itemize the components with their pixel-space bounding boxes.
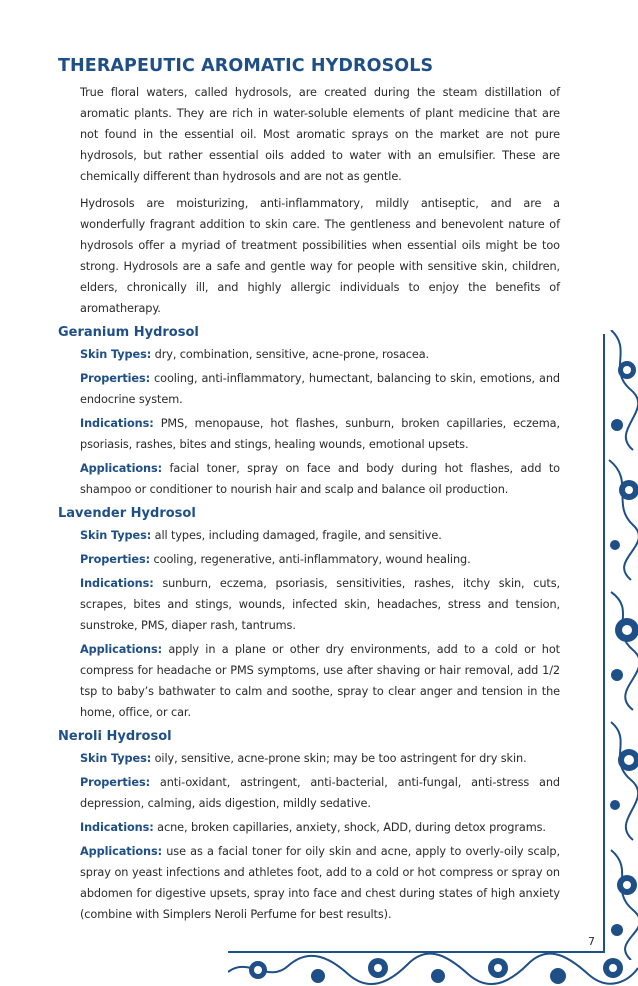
entry-indications: [80, 817, 560, 838]
entry-properties: [80, 549, 560, 570]
floral-ornament-right: [603, 330, 638, 960]
entry-properties: [80, 368, 560, 410]
entry-text: anti-oxidant, astringent, anti-bacterial, anti-fungal, anti-stress and depression, calming, aids digestion, mildly sedative.: [80, 776, 560, 810]
entry-text: dry, combination, sensitive, acne-prone, rosacea.: [154, 348, 430, 361]
intro-paragraph: True floral waters, called hydrosols, are created during the steam distillation of aromatic plants. They are rich in water-soluble elements of plant medicine that are not found in the essential oil. Most aromatic sprays on the market are not pure hydrosols, but rather essential oils added to water with an emulsifier. These are chemically different than hydrosols and are not as gentle.: [80, 86, 560, 183]
intro-paragraph: Hydrosols are moisturizing, anti-inflammatory, mildly antiseptic, and are a wonderfully fragrant addition to skin care. The gentleness and benevolent nature of hydrosols offer a myriad of treatment possibilities when essential oils might be too strong. Hydrosols are a safe and gentle way for people with sensitive skin, children, elders, chronically ill, and highly allergic individuals to enjoy the benefits of aromatherapy.: [80, 197, 560, 315]
entry-skin-types: [80, 344, 560, 365]
entry-text: use as a facial toner for oily skin and acne, apply to overly-oily scalp, spray on yeast infections and athletes foot, add to a cold or hot compress or spray on abdomen for digestive upsets, spray into face and chest during states of high anxiety (combine with Simplers Neroli Perfume for best results).: [80, 845, 560, 921]
floral-ornament-bottom: [228, 952, 638, 986]
entry-label: Applications:: [80, 643, 162, 656]
entry-text: oily, sensitive, acne-prone skin; may be too astringent for dry skin.: [154, 752, 527, 765]
entry-applications: [80, 458, 560, 500]
entry-text: acne, broken capillaries, anxiety, shock, ADD, during detox programs.: [157, 821, 546, 834]
entry-label: Properties:: [80, 553, 151, 566]
entry-label: Indications:: [80, 821, 154, 834]
entry-text: apply in a plane or other dry environments, add to a cold or hot compress for headache or PMS symptoms, use after shaving or hair removal, add 1/2 tsp to baby’s bathwater to calm and soothe, spray to clear anger and tension in the home, office, or car.: [80, 643, 561, 719]
entry-text: cooling, regenerative, anti-inflammatory, wound healing.: [153, 553, 471, 566]
section-heading-neroli: Neroli Hydrosol: [58, 729, 172, 744]
page-content: [58, 56, 560, 928]
section-heading-geranium: Geranium Hydrosol: [58, 325, 199, 340]
entry-label: Skin Types:: [80, 752, 152, 765]
entry-label: Skin Types:: [80, 529, 152, 542]
entry-properties: [80, 772, 560, 814]
entry-text: facial toner, spray on face and body during hot flashes, add to shampoo or conditioner to nourish hair and scalp and balance oil production.: [80, 462, 560, 496]
entry-label: Applications:: [80, 462, 162, 475]
entry-skin-types: [80, 748, 560, 769]
entry-label: Indications:: [80, 577, 154, 590]
entry-label: Properties:: [80, 372, 151, 385]
entry-label: Indications:: [80, 417, 154, 430]
entry-skin-types: [80, 525, 560, 546]
entry-label: Properties:: [80, 776, 151, 789]
entry-indications: [80, 573, 560, 636]
entry-text: all types, including damaged, fragile, and sensitive.: [154, 529, 442, 542]
page-title: THERAPEUTIC AROMATIC HYDROSOLS: [58, 56, 434, 76]
entry-applications: [80, 639, 560, 723]
entry-text: PMS, menopause, hot flashes, sunburn, broken capillaries, eczema, psoriasis, rashes, bites and stings, healing wounds, emotional upsets.: [80, 417, 560, 451]
entry-label: Applications:: [80, 845, 162, 858]
entry-text: sunburn, eczema, psoriasis, sensitivities, rashes, itchy skin, cuts, scrapes, bites and stings, wounds, infected skin, headaches, stress and tension, sunstroke, PMS, diaper rash, tantrums.: [80, 577, 560, 632]
entry-label: Skin Types:: [80, 348, 152, 361]
entry-applications: [80, 841, 560, 925]
entry-text: cooling, anti-inflammatory, humectant, balancing to skin, emotions, and endocrine system.: [80, 372, 560, 406]
entry-indications: [80, 413, 560, 455]
section-heading-lavender: Lavender Hydrosol: [58, 506, 196, 521]
page-number: 7: [588, 935, 595, 948]
